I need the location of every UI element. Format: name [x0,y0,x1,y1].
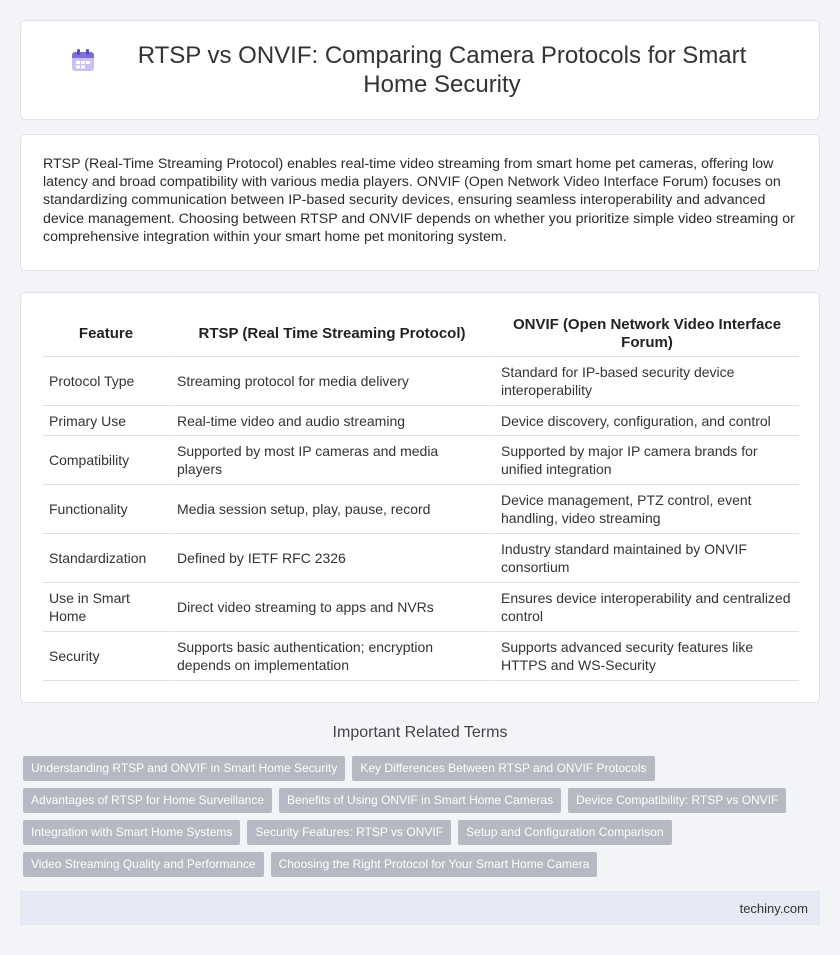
term-tag[interactable]: Device Compatibility: RTSP vs ONVIF [568,788,786,813]
onvif-cell: Standard for IP-based security device interoperability [493,357,799,406]
footer-site-link[interactable]: techiny.com [739,900,808,916]
column-header-feature: Feature [43,311,169,357]
term-tag[interactable]: Setup and Configuration Comparison [458,820,671,845]
feature-cell: Security [43,632,169,681]
feature-cell: Primary Use [43,406,169,436]
tag-row [23,788,813,813]
tag-row [23,756,813,781]
related-terms-title: Important Related Terms [332,724,508,741]
feature-cell: Functionality [43,485,169,534]
term-tag[interactable]: Key Differences Between RTSP and ONVIF Protocols [352,756,654,781]
tag-row [23,852,813,877]
onvif-cell: Device management, PTZ control, event handling, video streaming [493,485,799,534]
feature-cell: Protocol Type [43,357,169,406]
rtsp-cell: Defined by IETF RFC 2326 [169,534,493,583]
feature-cell: Compatibility [43,436,169,485]
comparison-table [43,311,799,681]
table-row [43,406,799,436]
intro-paragraph: RTSP (Real-Time Streaming Protocol) enables real-time video streaming from smart home pet cameras, offering low latency and broad compatibility with various media players. ONVIF (Open Network Video Interface Forum) focuses on standardizing communication between IP-based security devices, ensuring seamless interoperability and advanced device management. Choosing between RTSP and ONVIF depends on whether you prioritize simple video streaming or comprehensive integration within your smart home pet monitoring system. [43,156,795,245]
title-wrap [70,41,770,99]
term-tag[interactable]: Understanding RTSP and ONVIF in Smart Home Security [23,756,345,781]
column-header-onvif: ONVIF (Open Network Video Interface Forum) [493,311,799,357]
table-row [43,485,799,534]
rtsp-cell: Media session setup, play, pause, record [169,485,493,534]
term-tag[interactable]: Integration with Smart Home Systems [23,820,240,845]
term-tag[interactable]: Security Features: RTSP vs ONVIF [247,820,451,845]
rtsp-cell: Direct video streaming to apps and NVRs [169,583,493,632]
tag-row [23,820,813,845]
table-row [43,436,799,485]
rtsp-cell: Real-time video and audio streaming [169,406,493,436]
onvif-cell: Ensures device interoperability and centralized control [493,583,799,632]
footer [20,891,820,925]
rtsp-cell: Supports basic authentication; encryption depends on implementation [169,632,493,681]
related-terms-tags [23,756,813,884]
table-row [43,583,799,632]
calendar-icon [70,49,96,73]
intro-card [20,134,820,271]
rtsp-cell: Streaming protocol for media delivery [169,357,493,406]
feature-cell: Standardization [43,534,169,583]
table-row [43,534,799,583]
onvif-cell: Industry standard maintained by ONVIF consortium [493,534,799,583]
header-card [20,20,820,120]
term-tag[interactable]: Advantages of RTSP for Home Surveillance [23,788,272,813]
table-header-row [43,311,799,357]
rtsp-cell: Supported by most IP cameras and media players [169,436,493,485]
term-tag[interactable]: Video Streaming Quality and Performance [23,852,264,877]
onvif-cell: Supports advanced security features like HTTPS and WS-Security [493,632,799,681]
table-row [43,632,799,681]
feature-cell: Use in Smart Home [43,583,169,632]
term-tag[interactable]: Choosing the Right Protocol for Your Smart Home Camera [271,852,598,877]
column-header-rtsp: RTSP (Real Time Streaming Protocol) [169,311,493,357]
table-row [43,357,799,406]
term-tag[interactable]: Benefits of Using ONVIF in Smart Home Cameras [279,788,561,813]
onvif-cell: Device discovery, configuration, and control [493,406,799,436]
page-title: RTSP vs ONVIF: Comparing Camera Protocols for Smart Home Security [137,42,747,98]
comparison-table-card [20,292,820,703]
onvif-cell: Supported by major IP camera brands for unified integration [493,436,799,485]
